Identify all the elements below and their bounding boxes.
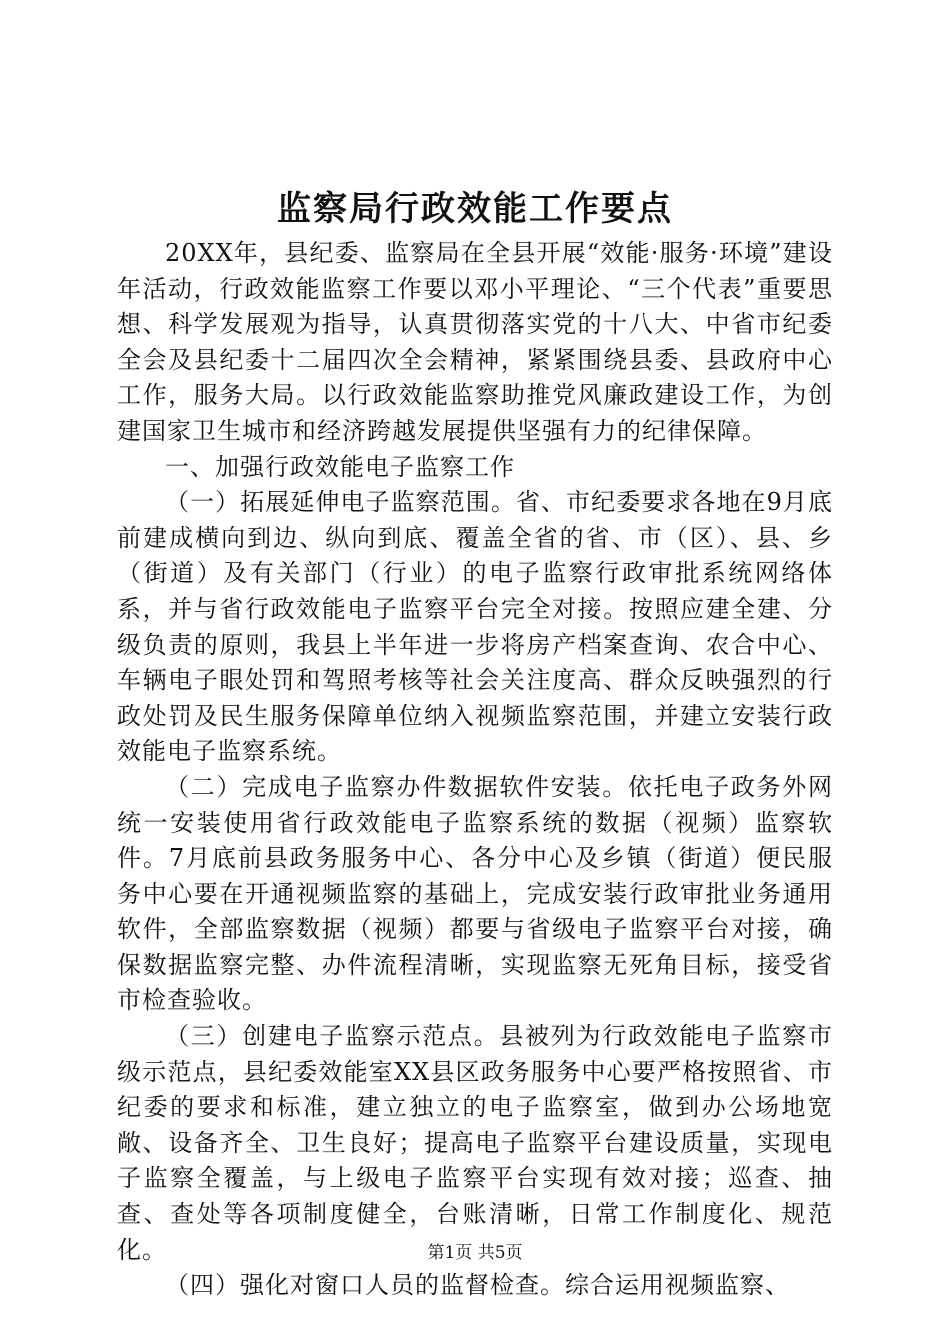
item-paragraph-4: （四）强化对窗口人员的监督检查。综合运用视频监察、 xyxy=(165,1271,790,1300)
page-number-footer: 第1页 共5页 xyxy=(427,1243,523,1263)
item-paragraph-1: （一）拓展延伸电子监察范围。省、市纪委要求各地在9月底前建成横向到边、纵向到底、覆盖全省的省、市（区）、县、乡（街道）及有关部门（行业）的电子监察行政审批系统网络体系，并与省行政效能电子监察平台完全对接。按照应建全建、分级负责的原则，我县上半年进一步将房产档案查询、农合中心、车辆电子眼处罚和驾照考核等社会关注度高、群众反映强烈的行政处罚及民生服务保障单位纳入视频监察范围，并建立安装行政效能电子监察系统。 xyxy=(117,488,833,766)
intro-paragraph: 20XX年，县纪委、监察局在全县开展“效能·服务·环境”建设年活动，行政效能监察工作要以邓小平理论、“三个代表”重要思想、科学发展观为指导，认真贯彻落实党的十八大、中省市纪委全会及县纪委十二届四次全会精神，紧紧围绕县委、县政府中心工作，服务大局。以行政效能监察助推党风廉政建设工作，为创建国家卫生城市和经济跨越发展提供坚强有力的纪律保障。 xyxy=(117,239,833,445)
item-paragraph-2: （二）完成电子监察办件数据软件安装。依托电子政务外网统一安装使用省行政效能电子监察系统的数据（视频）监察软件。7月底前县政务服务中心、各分中心及乡镇（街道）便民服务中心要在开通视频监察的基础上，完成安装行政审批业务通用软件，全部监察数据（视频）都要与省级电子监察平台对接，确保数据监察完整、办件流程清晰，实现监察无死角目标，接受省市检查验收。 xyxy=(117,772,833,1015)
item-paragraph-3: （三）创建电子监察示范点。县被列为行政效能电子监察市级示范点，县纪委效能室XX县区政务服务中心要严格按照省、市纪委的要求和标准，建立独立的电子监察室，做到办公场地宽敞、设备齐全、卫生良好；提高电子监察平台建设质量，实现电子监察全覆盖，与上级电子监察平台实现有效对接；巡查、抽查、查处等各项制度健全，台账清晰，日常工作制度化、规范化。 xyxy=(117,1022,833,1264)
document-body xyxy=(117,236,833,1304)
document-title: 监察局行政效能工作要点 xyxy=(277,189,673,229)
section-heading: 一、加强行政效能电子监察工作 xyxy=(165,452,515,481)
